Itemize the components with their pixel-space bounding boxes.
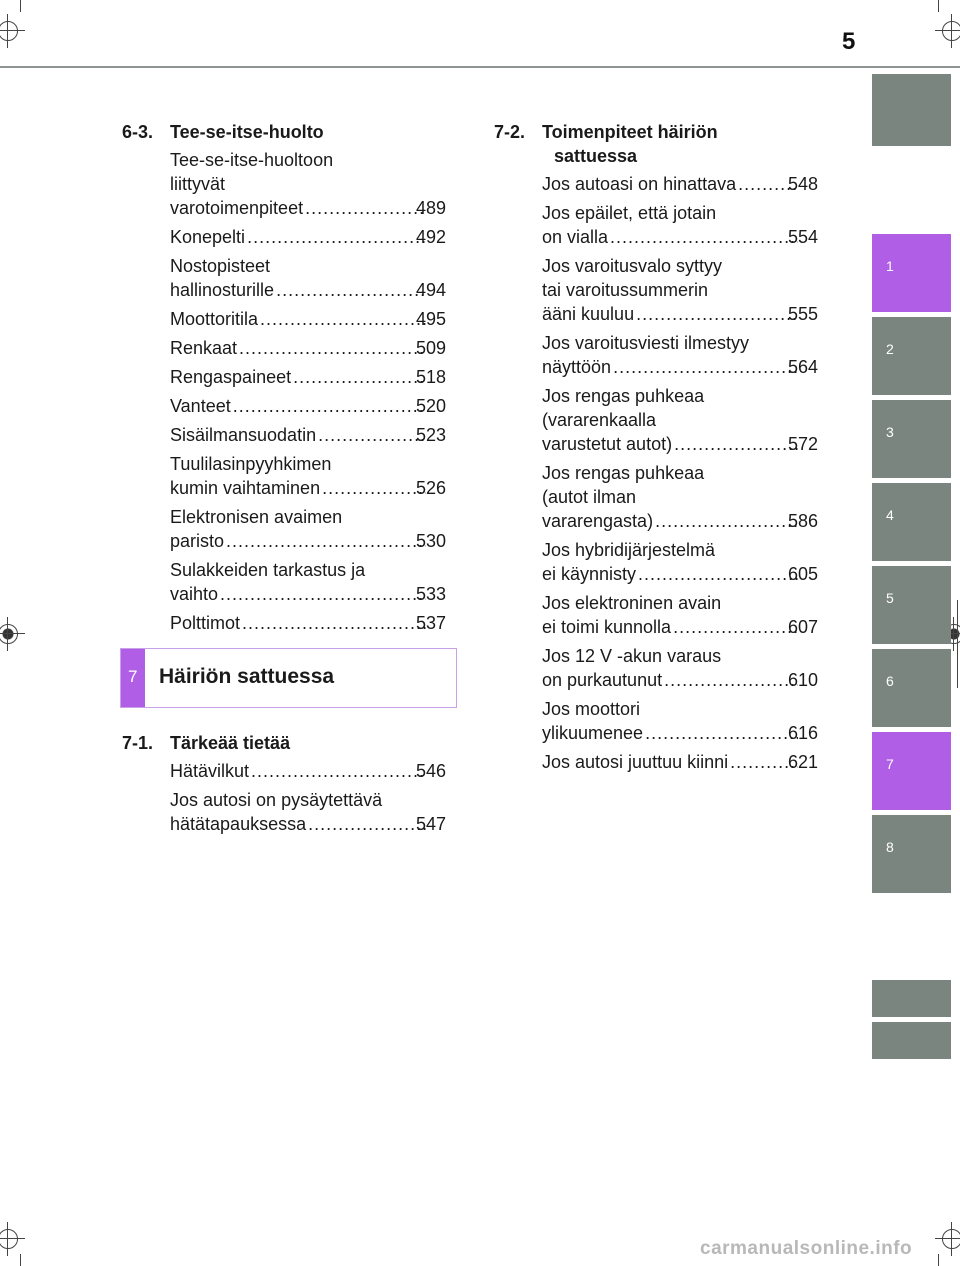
toc-entry-text: Jos autosi on pysäytettävä [170, 790, 383, 810]
registration-mark-icon [0, 1222, 25, 1256]
toc-entry-text: ääni kuuluu [542, 304, 635, 324]
toc-entry-text: Sulakkeiden tarkastus ja [170, 560, 366, 580]
page-reference: 586 [787, 511, 818, 531]
crop-line [20, 1254, 21, 1266]
page-reference: 518 [415, 367, 446, 387]
toc-entry-leader-row [170, 278, 446, 302]
page-reference: 530 [415, 531, 446, 551]
toc-entry[interactable] [542, 461, 818, 533]
toc-entry-leader-row [170, 336, 446, 360]
dot-leader [220, 582, 426, 606]
toc-entry-leader-row [170, 365, 446, 389]
toc-entry-text: hallinosturille [170, 280, 275, 300]
page-number: 5 [842, 28, 856, 55]
dot-leader [276, 278, 426, 302]
toc-entry-text: Jos autosi juuttuu kiinni [542, 752, 729, 772]
page-reference: 616 [787, 723, 818, 743]
toc-entry-leader-row [170, 529, 446, 553]
thumb-tab-2[interactable]: 2 [872, 317, 951, 395]
toc-entry-text: hätätapauksessa [170, 814, 307, 834]
dot-leader [251, 759, 426, 783]
toc-entry-text: ylikuumenee [542, 723, 644, 743]
toc-entry[interactable] [542, 750, 818, 774]
toc-entry[interactable] [542, 644, 818, 692]
page-reference: 572 [787, 434, 818, 454]
dot-leader [673, 615, 798, 639]
dot-leader [674, 432, 798, 456]
toc-entry-leader-row [542, 432, 818, 456]
thumb-tab-5[interactable]: 5 [872, 566, 951, 644]
thumb-tab-8[interactable]: 8 [872, 815, 951, 893]
section-7-1 [122, 731, 446, 841]
toc-entry-leader-row [170, 812, 446, 836]
page-reference: 546 [415, 761, 446, 781]
toc-entry-leader-row [170, 394, 446, 418]
crop-line [20, 0, 21, 12]
toc-entry-text: Jos autoasi on hinattava [542, 174, 737, 194]
page-reference: 489 [415, 198, 446, 218]
toc-entry[interactable] [170, 788, 446, 836]
toc-entry-text: Jos varoitusvalo syttyy [542, 256, 723, 276]
section-number: 7-2. [494, 122, 526, 142]
section-title: Tärkeää tietää [170, 733, 291, 753]
page-reference: 547 [415, 814, 446, 834]
toc-entry[interactable] [170, 759, 446, 783]
toc-entry-text: Sisäilmansuodatin [170, 425, 317, 445]
toc-entry-text: kumin vaihtaminen [170, 478, 321, 498]
toc-entry-text: paristo [170, 531, 225, 551]
toc-entry-text: Jos rengas puhkeaa [542, 463, 705, 483]
thumb-tab-1[interactable]: 1 [872, 234, 951, 312]
toc-entry-text: Hätävilkut [170, 761, 250, 781]
toc-entry[interactable] [170, 307, 446, 331]
toc-entry-leader-row [170, 759, 446, 783]
thumb-tab-6[interactable]: 6 [872, 649, 951, 727]
thumb-tab-7[interactable]: 7 [872, 732, 951, 810]
thumb-tab-blank [872, 980, 951, 1017]
page-reference: 494 [415, 280, 446, 300]
registration-mark-icon [0, 14, 25, 48]
section-number: 6-3. [122, 122, 154, 142]
page-reference: 533 [415, 584, 446, 604]
toc-entry-text: ei toimi kunnolla [542, 617, 672, 637]
toc-entry-leader-row [170, 423, 446, 447]
toc-entry[interactable] [170, 148, 446, 220]
page-reference: 564 [787, 357, 818, 377]
toc-entry-text: Vanteet [170, 396, 231, 416]
toc-entry-text: Nostopisteet [170, 256, 271, 276]
toc-entry[interactable] [170, 225, 446, 249]
toc-entry-text: Jos epäilet, että jotain [542, 203, 717, 223]
page-reference: 537 [415, 613, 446, 633]
toc-entry[interactable] [542, 697, 818, 745]
chapter-heading-box [120, 648, 457, 708]
toc-entry-text: Elektronisen avaimen [170, 507, 343, 527]
toc-entry[interactable] [170, 394, 446, 418]
toc-entry[interactable] [542, 331, 818, 379]
section-number: 7-1. [122, 733, 154, 753]
crop-line [938, 1254, 939, 1266]
dot-leader [645, 721, 798, 745]
page-reference: 492 [415, 227, 446, 247]
page-reference: 495 [415, 309, 446, 329]
toc-entry[interactable] [542, 254, 818, 326]
toc-entry-leader-row [170, 196, 446, 220]
toc-entry-text: Tee-se-itse-huoltoon [170, 150, 334, 170]
page-reference: 554 [787, 227, 818, 247]
dot-leader [239, 336, 426, 360]
toc-entry-text: Polttimot [170, 613, 241, 633]
page-reference: 509 [415, 338, 446, 358]
dot-leader [318, 423, 426, 447]
dot-leader [247, 225, 426, 249]
toc-entry[interactable] [542, 384, 818, 456]
toc-entry[interactable] [170, 505, 446, 553]
page-reference: 523 [415, 425, 446, 445]
toc-entry-text: ei käynnisty [542, 564, 637, 584]
section-6-3 [122, 120, 446, 640]
page-reference: 526 [415, 478, 446, 498]
page-reference: 520 [415, 396, 446, 416]
toc-entry-leader-row [542, 562, 818, 586]
toc-entry-text: varustetut autot) [542, 434, 673, 454]
toc-entry-text: liittyvät [170, 174, 226, 194]
chapter-title: Häiriön sattuessa [159, 665, 335, 688]
toc-entry-text: on purkautunut [542, 670, 663, 690]
toc-entry-text: Moottoritila [170, 309, 259, 329]
section-heading [494, 120, 818, 144]
page-reference: 548 [787, 174, 818, 194]
toc-entry[interactable] [542, 172, 818, 196]
toc-entry[interactable] [170, 452, 446, 500]
registration-mark-icon [935, 1222, 960, 1256]
dot-leader [260, 307, 426, 331]
dot-leader [636, 302, 798, 326]
toc-entry-text: Jos rengas puhkeaa [542, 386, 705, 406]
section-7-2 [494, 120, 818, 779]
thumb-tab-4[interactable]: 4 [872, 483, 951, 561]
dot-leader [655, 509, 798, 533]
registration-mark-icon [935, 14, 960, 48]
registration-mark-icon [0, 617, 25, 651]
crop-line [938, 0, 939, 12]
page-reference: 555 [787, 304, 818, 324]
dot-leader [226, 529, 426, 553]
toc-entry-leader-row [170, 611, 446, 635]
toc-entry[interactable] [170, 423, 446, 447]
page-reference: 621 [787, 752, 818, 772]
toc-entry-text: vararengasta) [542, 511, 654, 531]
toc-entry-text: tai varoitussummerin [542, 280, 709, 300]
toc-entry-leader-row [542, 615, 818, 639]
toc-entry-text: Jos 12 V -akun varaus [542, 646, 722, 666]
toc-entry[interactable] [542, 591, 818, 639]
toc-entry-text: (autot ilman [542, 487, 637, 507]
crop-line [957, 600, 958, 688]
page-reference: 607 [787, 617, 818, 637]
toc-list [122, 759, 446, 836]
dot-leader [242, 611, 426, 635]
toc-entry[interactable] [170, 254, 446, 302]
toc-list [122, 148, 446, 635]
header-rule [0, 66, 960, 68]
toc-entry-text: Tuulilasinpyyhkimen [170, 454, 332, 474]
thumb-tab-blank [872, 74, 951, 146]
toc-entry-leader-row [542, 668, 818, 692]
toc-entry-leader-row [170, 582, 446, 606]
toc-entry-leader-row [542, 302, 818, 326]
toc-entry-text: Konepelti [170, 227, 246, 247]
toc-entry-text: Rengaspaineet [170, 367, 292, 387]
watermark: carmanualsonline.info [700, 1238, 913, 1259]
page-reference: 605 [787, 564, 818, 584]
toc-entry-text: Jos moottori [542, 699, 641, 719]
thumb-tab-blank [872, 1022, 951, 1059]
toc-entry-leader-row [542, 509, 818, 533]
dot-leader [322, 476, 426, 500]
toc-entry[interactable] [542, 201, 818, 249]
toc-entry-text: (vararenkaalla [542, 410, 657, 430]
chapter-number-tab: 7 [121, 649, 145, 707]
toc-entry-leader-row [542, 172, 818, 196]
toc-entry-leader-row [542, 355, 818, 379]
toc-list [494, 172, 818, 774]
toc-entry-leader-row [170, 225, 446, 249]
toc-entry-text: Jos varoitusviesti ilmestyy [542, 333, 750, 353]
section-title: sattuessa [554, 146, 638, 166]
toc-entry-leader-row [170, 307, 446, 331]
dot-leader [664, 668, 798, 692]
toc-entry-text: on vialla [542, 227, 609, 247]
toc-entry[interactable] [170, 558, 446, 606]
toc-entry-text: Renkaat [170, 338, 238, 358]
toc-entry-text: näyttöön [542, 357, 612, 377]
toc-entry-leader-row [542, 225, 818, 249]
section-heading [122, 731, 446, 755]
dot-leader [610, 225, 798, 249]
dot-leader [308, 812, 426, 836]
dot-leader [613, 355, 798, 379]
thumb-tab-3[interactable]: 3 [872, 400, 951, 478]
toc-entry[interactable] [542, 538, 818, 586]
toc-entry-text: vaihto [170, 584, 219, 604]
page-reference: 610 [787, 670, 818, 690]
toc-entry[interactable] [170, 611, 446, 635]
section-title: Tee-se-itse-huolto [170, 122, 324, 142]
section-heading-cont [494, 144, 818, 168]
toc-entry-leader-row [542, 721, 818, 745]
toc-entry-text: Jos elektroninen avain [542, 593, 722, 613]
toc-entry-text: varotoimenpiteet [170, 198, 304, 218]
toc-entry[interactable] [170, 336, 446, 360]
dot-leader [638, 562, 798, 586]
dot-leader [293, 365, 426, 389]
dot-leader [233, 394, 426, 418]
toc-entry-text: Jos hybridijärjestelmä [542, 540, 716, 560]
toc-entry[interactable] [170, 365, 446, 389]
section-heading [122, 120, 446, 144]
toc-entry-leader-row [542, 750, 818, 774]
dot-leader [305, 196, 426, 220]
toc-entry-leader-row [170, 476, 446, 500]
section-title: Toimenpiteet häiriön [542, 122, 718, 142]
